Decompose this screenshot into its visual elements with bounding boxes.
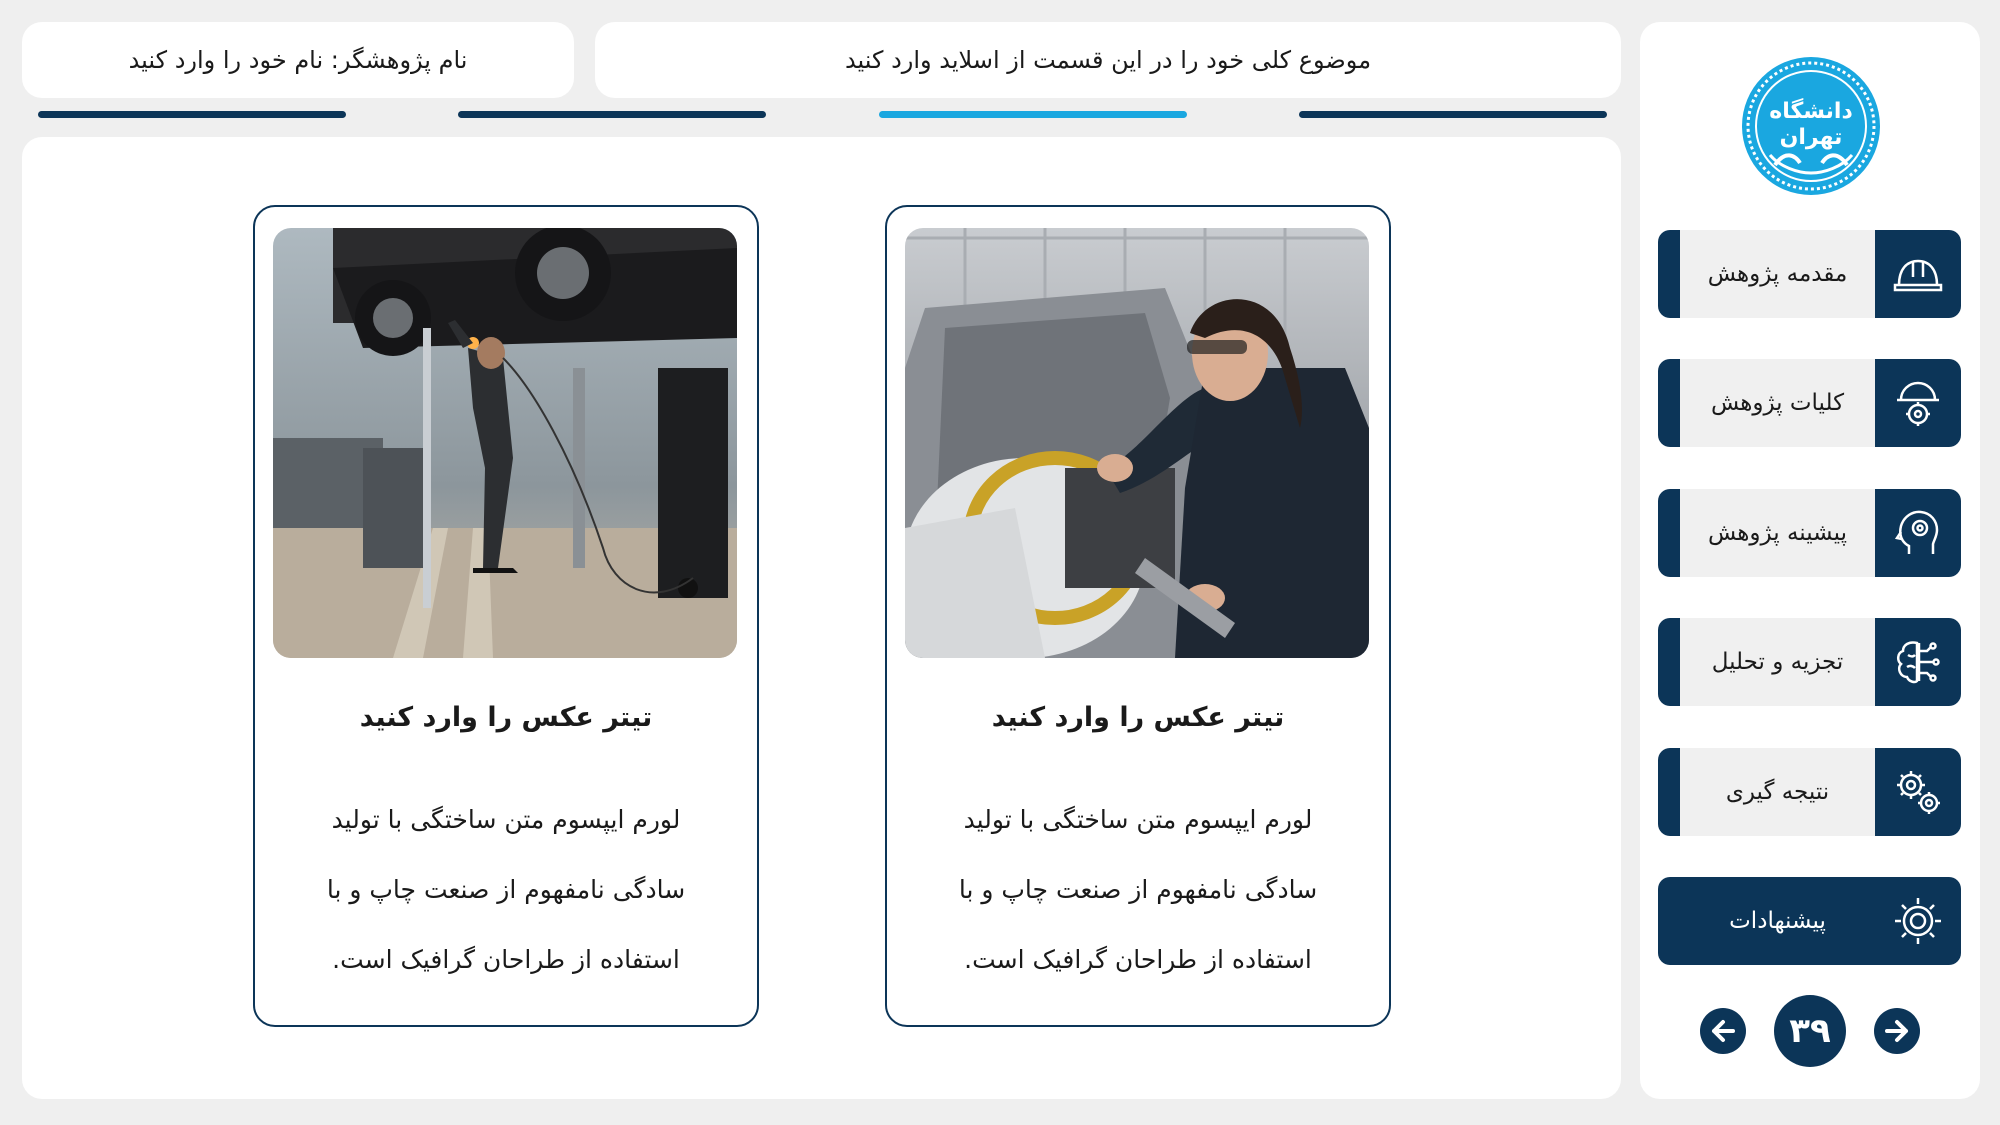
sidebar-item-label: پیشنهادات — [1680, 877, 1875, 965]
progress-step-1 — [38, 111, 346, 118]
researcher-name-box[interactable] — [22, 22, 574, 98]
car-garage-photo — [273, 228, 737, 658]
gears-icon — [1875, 748, 1961, 836]
sidebar-item-label: نتیجه گیری — [1680, 748, 1875, 836]
card-2-body — [295, 785, 717, 995]
progress-step-2 — [458, 111, 766, 118]
head-gear-icon — [1875, 489, 1961, 577]
card-1-body — [927, 785, 1349, 995]
arrow-right-icon — [1883, 1017, 1911, 1045]
arrow-left-icon — [1709, 1017, 1737, 1045]
sidebar-item-introduction[interactable] — [1658, 230, 1961, 318]
logo-text: دانشگاه تهران — [1769, 99, 1853, 150]
brain-circuit-icon — [1875, 618, 1961, 706]
airplane-engine-photo — [905, 228, 1369, 658]
card-1-title: تیتر عکس را وارد کنید — [991, 702, 1285, 733]
sidebar-item-label: تجزیه و تحلیل — [1680, 618, 1875, 706]
sidebar-item-conclusion[interactable] — [1658, 748, 1961, 836]
sidebar-item-overview[interactable] — [1658, 359, 1961, 447]
card-2-title: تیتر عکس را وارد کنید — [359, 702, 653, 733]
card-1-line-2: سادگی نامفهوم از صنعت چاپ و با — [958, 875, 1318, 904]
sidebar-item-suggestions[interactable] — [1658, 877, 1961, 965]
progress-step-3-active — [879, 111, 1187, 118]
sidebar-item-label: مقدمه پژوهش — [1680, 230, 1875, 318]
card-2-line-1: لورم ایپسوم متن ساختگی با تولید — [331, 805, 681, 834]
hard-hat-icon — [1875, 230, 1961, 318]
progress-step-4 — [1299, 111, 1607, 118]
university-logo — [1740, 55, 1882, 197]
page-number: ۳۹ — [1774, 995, 1846, 1067]
sidebar-item-label: کلیات پژوهش — [1680, 359, 1875, 447]
card-2-line-2: سادگی نامفهوم از صنعت چاپ و با — [326, 875, 686, 904]
next-button[interactable] — [1874, 1008, 1920, 1054]
sidebar-item-label: پیشینه پژوهش — [1680, 489, 1875, 577]
topic-label: موضوع کلی خود را در این قسمت از اسلاید وارد کنید — [844, 46, 1372, 74]
gear-icon — [1875, 877, 1961, 965]
sidebar-item-analysis[interactable] — [1658, 618, 1961, 706]
card-1-line-1: لورم ایپسوم متن ساختگی با تولید — [963, 805, 1313, 834]
helmet-gear-icon — [1875, 359, 1961, 447]
card-2-line-3: استفاده از طراحان گرافیک است. — [332, 945, 680, 974]
sidebar-item-background[interactable] — [1658, 489, 1961, 577]
topic-box[interactable] — [595, 22, 1621, 98]
prev-button[interactable] — [1700, 1008, 1746, 1054]
photo-card-1 — [885, 205, 1391, 1027]
photo-card-2 — [253, 205, 759, 1027]
researcher-name-label: نام پژوهشگر: نام خود را وارد کنید — [128, 46, 468, 74]
card-1-line-3: استفاده از طراحان گرافیک است. — [964, 945, 1312, 974]
